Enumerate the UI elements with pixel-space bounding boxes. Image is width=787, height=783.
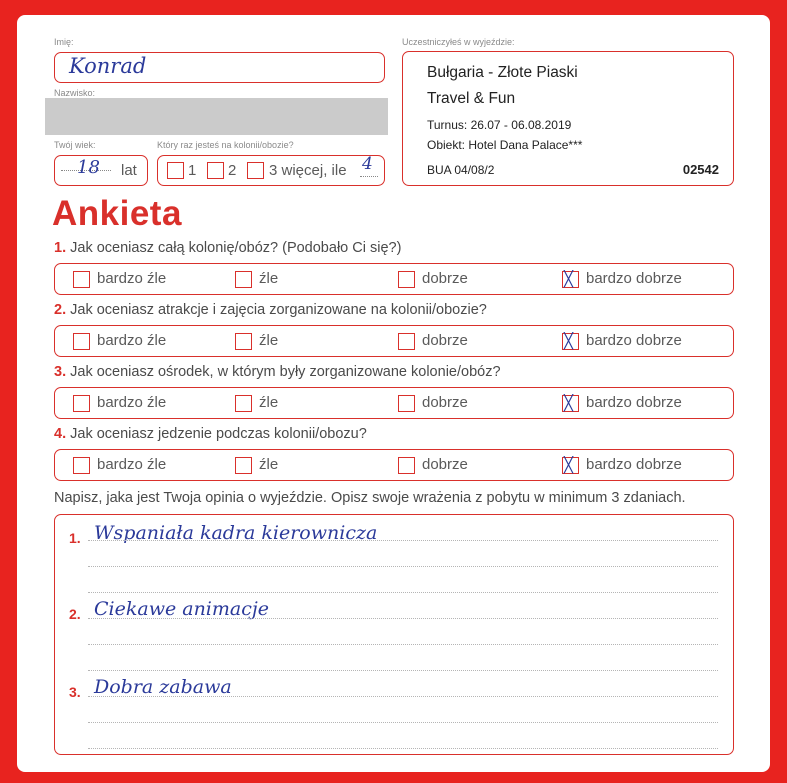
question-1-checkbox-2[interactable] <box>235 271 252 288</box>
question-number: 3. <box>54 364 67 380</box>
question-4-checkbox-3[interactable] <box>398 457 415 474</box>
age-unit: lat <box>121 162 137 179</box>
times-option-3: 3 więcej, ile <box>269 162 347 179</box>
trip-label: Uczestniczyłeś w wyjeździe: <box>402 37 515 47</box>
trip-destination: Bułgaria - Złote Piaski <box>427 64 578 81</box>
times-dotline <box>360 176 378 177</box>
question-1-checkbox-4[interactable] <box>562 271 579 288</box>
opinion-box[interactable] <box>54 514 734 755</box>
question-4-checkbox-2[interactable] <box>235 457 252 474</box>
answer-line <box>88 670 718 671</box>
question-number: 4. <box>54 426 67 442</box>
survey-title: Ankieta <box>52 194 182 233</box>
name-value: Konrad <box>69 54 147 78</box>
question-1-option-2: źle <box>259 270 279 287</box>
question-label: Jak oceniasz całą kolonię/obóz? (Podobało Ci się?) <box>70 240 402 256</box>
trip-organizer: Travel & Fun <box>427 90 516 107</box>
answer-text: Dobra zabawa <box>94 676 232 698</box>
times-value: 4 <box>362 154 373 174</box>
trip-turnus: Turnus: 26.07 - 06.08.2019 <box>427 118 572 132</box>
redacted-surname <box>45 98 388 135</box>
question-3-checkbox-1[interactable] <box>73 395 90 412</box>
age-value: 18 <box>77 157 100 178</box>
check-mark-icon: ╳ <box>564 332 574 350</box>
age-field[interactable] <box>54 155 148 186</box>
times-checkbox-3[interactable] <box>247 162 264 179</box>
name-field[interactable] <box>54 52 385 83</box>
question-4-text <box>54 426 367 442</box>
answer-line <box>88 748 718 749</box>
trip-obiekt: Obiekt: Hotel Dana Palace*** <box>427 138 583 152</box>
question-1-option-4: bardzo dobrze <box>586 270 682 287</box>
question-1-option-3: dobrze <box>422 270 468 287</box>
question-2-checkbox-4[interactable] <box>562 333 579 350</box>
question-4-checkbox-4[interactable] <box>562 457 579 474</box>
answer-line <box>88 592 718 593</box>
question-label: Jak oceniasz ośrodek, w którym były zorganizowane kolonie/obóz? <box>70 364 501 380</box>
question-3-checkbox-2[interactable] <box>235 395 252 412</box>
age-label: Twój wiek: <box>54 140 96 150</box>
question-4-option-3: dobrze <box>422 456 468 473</box>
question-2-checkbox-3[interactable] <box>398 333 415 350</box>
times-label: Który raz jesteś na kolonii/obozie? <box>157 140 294 150</box>
answer-line <box>88 722 718 723</box>
answer-number: 3. <box>69 684 81 700</box>
question-3-checkbox-3[interactable] <box>398 395 415 412</box>
times-option-2: 2 <box>228 162 237 179</box>
check-mark-icon: ╳ <box>564 394 574 412</box>
question-3-option-2: źle <box>259 394 279 411</box>
check-mark-icon: ╳ <box>564 456 574 474</box>
question-2-checkbox-2[interactable] <box>235 333 252 350</box>
answer-text: Wspaniała kadra kierownicza <box>94 522 378 544</box>
question-1-option-1: bardzo źle <box>97 270 167 287</box>
question-2-checkbox-1[interactable] <box>73 333 90 350</box>
times-checkbox-2[interactable] <box>207 162 224 179</box>
question-2-option-1: bardzo źle <box>97 332 167 349</box>
answer-line <box>88 696 718 697</box>
question-1-checkbox-3[interactable] <box>398 271 415 288</box>
answer-line <box>88 644 718 645</box>
question-number: 2. <box>54 302 67 318</box>
times-checkbox-1[interactable] <box>167 162 184 179</box>
question-3-text <box>54 364 501 380</box>
question-label: Jak oceniasz jedzenie podczas kolonii/obozu? <box>70 426 367 442</box>
question-1-text <box>54 240 401 256</box>
question-4-option-1: bardzo źle <box>97 456 167 473</box>
name-label: Imię: <box>54 37 74 47</box>
question-2-option-3: dobrze <box>422 332 468 349</box>
question-4-option-4: bardzo dobrze <box>586 456 682 473</box>
surname-label: Nazwisko: <box>54 88 96 98</box>
answer-number: 2. <box>69 606 81 622</box>
times-field <box>157 155 385 186</box>
question-3-option-3: dobrze <box>422 394 468 411</box>
answer-number: 1. <box>69 530 81 546</box>
question-number: 1. <box>54 240 67 256</box>
opinion-prompt: Napisz, jaka jest Twoja opinia o wyjeździe. Opisz swoje wrażenia z pobytu w minimum 3 zdaniach. <box>54 490 686 506</box>
answer-line <box>88 540 718 541</box>
times-option-1: 1 <box>188 162 197 179</box>
question-3-checkbox-4[interactable] <box>562 395 579 412</box>
question-2-option-4: bardzo dobrze <box>586 332 682 349</box>
question-3-option-1: bardzo źle <box>97 394 167 411</box>
question-3-option-4: bardzo dobrze <box>586 394 682 411</box>
question-1-checkbox-1[interactable] <box>73 271 90 288</box>
answer-text: Ciekawe animacje <box>94 598 270 620</box>
question-4-checkbox-1[interactable] <box>73 457 90 474</box>
trip-number: 02542 <box>682 162 719 177</box>
question-2-option-2: źle <box>259 332 279 349</box>
answer-line <box>88 618 718 619</box>
check-mark-icon: ╳ <box>564 270 574 288</box>
trip-info-box <box>402 51 734 186</box>
question-4-option-2: źle <box>259 456 279 473</box>
question-label: Jak oceniasz atrakcje i zajęcia zorganizowane na kolonii/obozie? <box>70 302 487 318</box>
question-2-text <box>54 302 487 318</box>
answer-line <box>88 566 718 567</box>
trip-code: BUA 04/08/2 <box>427 163 495 177</box>
